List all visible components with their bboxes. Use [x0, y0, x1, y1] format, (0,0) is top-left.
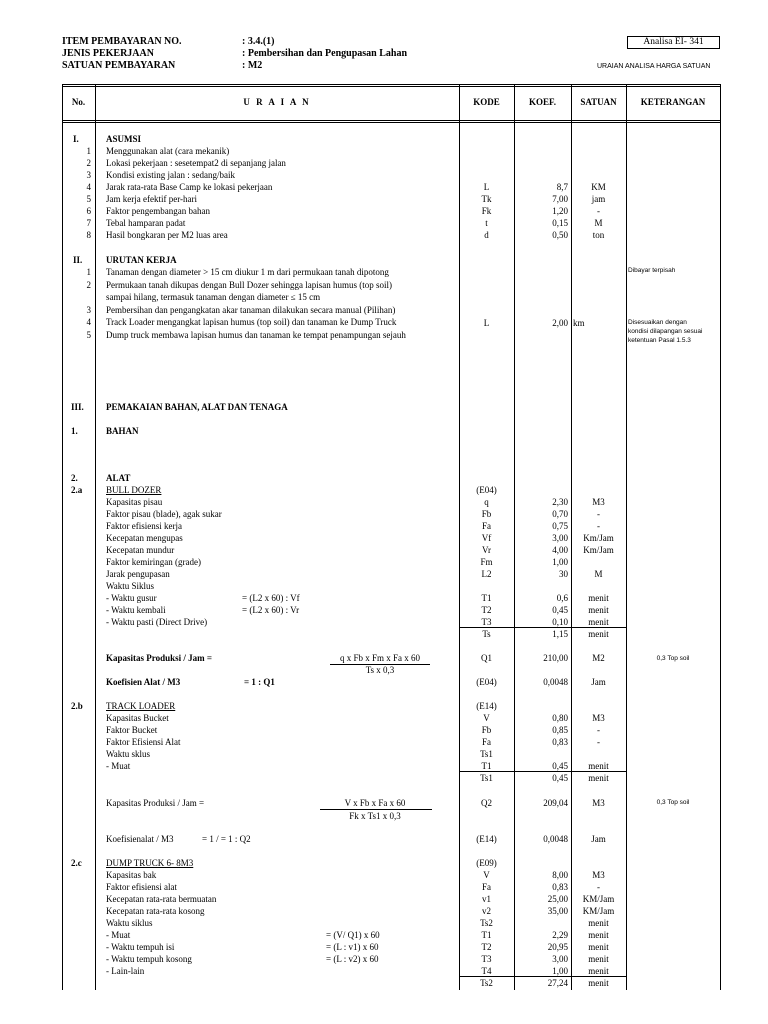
- row-description: Waktu sklus: [106, 749, 151, 759]
- row-kode: T4: [481, 966, 492, 976]
- equipment-number: 2.a: [71, 485, 83, 495]
- section-number: III.: [71, 402, 84, 412]
- row-koef: 4,00: [552, 545, 568, 555]
- equipment-number: 2.c: [71, 858, 82, 868]
- row-description: - Lain-lain: [106, 966, 145, 976]
- row-koef: 3,00: [552, 533, 568, 543]
- col-header-keterangan: KETERANGAN: [640, 97, 706, 107]
- row-kode: Fa: [482, 882, 491, 892]
- row-satuan: jam: [591, 194, 606, 204]
- row-description: Kapasitas Bucket: [106, 713, 169, 723]
- row-satuan: menit: [588, 930, 609, 940]
- row-kode: T1: [481, 930, 492, 940]
- row-description: - Waktu tempuh isi: [106, 942, 175, 952]
- row-number: 3: [86, 304, 91, 315]
- row-kode: t: [485, 218, 488, 228]
- item-label: ITEM PEMBAYARAN NO.: [62, 36, 182, 47]
- row-description: Waktu Siklus: [106, 581, 155, 591]
- production-numerator: V x Fb x Fa x 60: [344, 798, 406, 808]
- row-kode: Fm: [480, 557, 493, 567]
- row-koef: 0,75: [552, 521, 568, 531]
- row-number: 2: [86, 158, 91, 168]
- bahan-title: BAHAN: [106, 426, 139, 436]
- row-kode: T2: [481, 605, 492, 615]
- row-description: Permukaan tanah dikupas dengan Bull Dozer sehingga lapisan humus (top soil): [106, 279, 392, 290]
- bahan-number: 1.: [71, 426, 78, 436]
- total-kode: Ts1: [480, 773, 493, 783]
- coefficient-satuan: Jam: [591, 677, 606, 687]
- equipment-title: TRACK LOADER: [106, 701, 176, 711]
- row-number: 1: [86, 146, 91, 156]
- equipment-title: BULL DOZER: [106, 485, 162, 495]
- row-description: Faktor kemiringan (grade): [106, 557, 201, 567]
- row-kode: V: [483, 713, 490, 723]
- production-note: 0,3 Top soil: [656, 655, 690, 662]
- row-description: - Waktu kembali: [106, 605, 166, 615]
- row-satuan: -: [597, 206, 600, 216]
- row-description: Kecepatan rata-rata kosong: [106, 906, 205, 916]
- row-koef: 2,30: [552, 497, 568, 507]
- note-disesuaikan-1: Disesuaikan dengan: [628, 319, 687, 326]
- row-description: Pembersihan dan pengangkatan akar tanaman dilakukan secara manual (Pilihan): [106, 304, 396, 315]
- row-description: Faktor pengembangan bahan: [106, 206, 210, 216]
- row-formula: = (L : v2) x 60: [326, 954, 379, 964]
- row-satuan: -: [597, 509, 600, 519]
- production-koef: 209,04: [543, 798, 568, 808]
- row-koef: 0,70: [552, 509, 568, 519]
- row-description: Menggunakan alat (cara mekanik): [106, 146, 230, 156]
- total-satuan: menit: [588, 773, 609, 783]
- section-title: ASUMSI: [106, 134, 142, 144]
- row-satuan: menit: [588, 761, 609, 771]
- analysis-caption: URAIAN ANALISA HARGA SATUAN: [597, 63, 711, 70]
- row-description: Tanaman dengan diameter > 15 cm diukur 1 m dari permukaan tanah dipotong: [106, 267, 389, 277]
- row-koef: 3,00: [552, 954, 568, 964]
- row-satuan: -: [597, 737, 600, 747]
- satuan-label: SATUAN PEMBAYARAN: [62, 60, 176, 71]
- row-number: 7: [86, 218, 91, 228]
- row-description: Lokasi pekerjaan : sesetempat2 di sepanjang jalan: [106, 158, 286, 168]
- equipment-code: (E14): [476, 701, 497, 711]
- row-kode: Ts1: [480, 749, 493, 759]
- urutan-row4-kode: L: [483, 318, 490, 328]
- row-koef: 2,29: [552, 930, 568, 940]
- total-kode: Ts2: [480, 978, 493, 988]
- production-denominator: Fk x Ts1 x 0,3: [349, 811, 401, 821]
- production-satuan: M3: [592, 798, 605, 808]
- row-description: Dump truck membawa lapisan humus dan tanaman ke tempat penampungan sejauh: [106, 330, 406, 340]
- section-number: II.: [73, 255, 83, 265]
- analysis-code: Analisa EI- 341: [643, 37, 704, 47]
- row-satuan: menit: [588, 966, 609, 976]
- total-koef: 27,24: [547, 978, 568, 988]
- row-description: Track Loader mengangkat lapisan humus (top soil) dan tanaman ke Dump Truck: [106, 317, 397, 328]
- row-satuan: -: [597, 521, 600, 531]
- urutan-row4-koef: 2,00: [552, 318, 568, 328]
- row-kode: d: [484, 230, 489, 240]
- coefficient-value: 0,0048: [543, 677, 568, 687]
- row-koef: 30: [559, 569, 568, 579]
- coefficient-formula: = 1 : Q1: [244, 677, 275, 687]
- row-number: 5: [86, 194, 91, 204]
- production-koef: 210,00: [543, 653, 568, 663]
- row-koef: 0,85: [552, 725, 568, 735]
- row-kode: V: [483, 870, 490, 880]
- row-description: Kapasitas bak: [106, 870, 157, 880]
- row-kode: v2: [482, 906, 491, 916]
- row-satuan: menit: [588, 605, 609, 615]
- row-description: Kecepatan mundur: [106, 545, 175, 555]
- row-satuan: KM/Jam: [582, 894, 615, 904]
- row-koef: 0,50: [552, 230, 568, 240]
- row-number: 5: [86, 330, 91, 340]
- row-satuan: M3: [592, 497, 605, 507]
- equipment-number: 2.b: [71, 701, 83, 711]
- row-formula: = (L : v1) x 60: [326, 942, 379, 952]
- section-title: URUTAN KERJA: [106, 255, 177, 265]
- col-header-satuan: SATUAN: [580, 97, 617, 107]
- row-koef: 0,80: [552, 713, 568, 723]
- row-kode: Fb: [481, 509, 492, 519]
- total-koef: 1,15: [552, 629, 568, 639]
- row-satuan: ton: [592, 230, 605, 240]
- row-kode: Fk: [481, 206, 492, 216]
- production-note: 0,3 Top soil: [656, 799, 690, 806]
- row-description: Kecepatan mengupas: [106, 533, 183, 543]
- production-denominator: Ts x 0,3: [365, 665, 395, 675]
- row-koef: 7,00: [552, 194, 568, 204]
- production-numerator: q x Fb x Fm x Fa x 60: [339, 653, 420, 663]
- row-koef: 25,00: [547, 894, 568, 904]
- alat-number: 2.: [71, 473, 78, 483]
- production-label: Kapasitas Produksi / Jam =: [106, 653, 212, 663]
- row-satuan: menit: [588, 593, 609, 603]
- row-description: Jarak rata-rata Base Camp ke lokasi pekerjaan: [106, 182, 273, 192]
- col-header-koef: KOEF.: [529, 97, 556, 107]
- coefficient-kode: (E04): [476, 677, 497, 687]
- note-disesuaikan-2: kondisi dilapangan sesuai: [628, 328, 703, 335]
- row-kode: L2: [481, 569, 492, 579]
- row-koef: 1,00: [552, 557, 568, 567]
- row-kode: Fa: [482, 521, 491, 531]
- row-kode: L: [483, 182, 490, 192]
- row-number: 2: [86, 279, 91, 290]
- row-number: 1: [86, 267, 91, 277]
- row-description: Kapasitas pisau: [106, 497, 163, 507]
- note-dibayar: Dibayar terpisah: [628, 267, 676, 274]
- total-satuan: menit: [588, 629, 609, 639]
- row-kode: Vf: [481, 533, 492, 543]
- row-koef: 1,20: [552, 206, 568, 216]
- jenis-label: JENIS PEKERJAAN: [62, 48, 154, 59]
- row-kode: Fb: [481, 725, 492, 735]
- row-number: 4: [86, 182, 91, 192]
- row-koef: 0,83: [552, 737, 568, 747]
- row-satuan: KM: [591, 182, 606, 192]
- row-satuan: -: [597, 882, 600, 892]
- row-formula: = (V/ Q1) x 60: [326, 930, 380, 940]
- coefficient-formula: = 1 / = 1 : Q2: [202, 834, 251, 844]
- row-description: Faktor Bucket: [106, 725, 158, 735]
- row-description: - Waktu tempuh kosong: [106, 954, 192, 964]
- row-number: 6: [86, 206, 91, 216]
- row-description: - Waktu pasti (Direct Drive): [106, 617, 208, 627]
- row-satuan: Km/Jam: [583, 545, 614, 555]
- section-title: PEMAKAIAN BAHAN, ALAT DAN TENAGA: [106, 402, 288, 412]
- row-kode: T1: [481, 593, 492, 603]
- row-description: Faktor efisiensi alat: [106, 882, 177, 892]
- coefficient-satuan: Jam: [591, 834, 606, 844]
- satuan-value: : M2: [242, 60, 263, 71]
- row-description: Tebal hamparan padat: [106, 218, 186, 228]
- urutan-row4-satuan: km: [573, 318, 585, 328]
- row-satuan: menit: [588, 954, 609, 964]
- coefficient-kode: (E14): [476, 834, 497, 844]
- row-description: - Muat: [106, 761, 131, 771]
- row-satuan: menit: [588, 617, 609, 627]
- row-kode: T2: [481, 942, 492, 952]
- row-description: sampai hilang, termasuk tanaman dengan diameter ≤ 15 cm: [106, 292, 321, 303]
- row-description: Faktor pisau (blade), agak sukar: [106, 509, 222, 519]
- row-formula: = (L2 x 60) : Vr: [242, 605, 300, 615]
- coefficient-label: Koefisien Alat / M3: [106, 677, 181, 687]
- total-satuan: menit: [588, 978, 609, 988]
- col-header-no: No.: [71, 97, 86, 107]
- row-satuan: menit: [588, 918, 609, 928]
- section-number: I.: [73, 134, 79, 144]
- row-kode: q: [484, 497, 489, 507]
- alat-title: ALAT: [106, 473, 131, 483]
- row-number: 8: [86, 230, 91, 240]
- coefficient-label: Koefisienalat / M3: [106, 834, 174, 844]
- row-kode: T3: [481, 617, 492, 627]
- row-koef: 0,15: [552, 218, 568, 228]
- row-description: Faktor efisiensi kerja: [106, 521, 182, 531]
- row-number: 4: [86, 317, 91, 328]
- row-satuan: -: [597, 725, 600, 735]
- row-description: - Muat: [106, 930, 131, 940]
- row-kode: Tk: [481, 194, 492, 204]
- row-satuan: M3: [592, 870, 605, 880]
- equipment-code: (E09): [476, 858, 497, 868]
- row-description: Jam kerja efektif per-hari: [106, 194, 198, 204]
- row-description: Jarak pengupasan: [106, 569, 170, 579]
- col-header-kode: KODE: [473, 97, 500, 107]
- equipment-code: (E04): [476, 485, 497, 495]
- row-koef: 0,10: [552, 617, 568, 627]
- total-koef: 0,45: [552, 773, 568, 783]
- coefficient-value: 0,0048: [543, 834, 568, 844]
- production-kode: Q2: [481, 798, 492, 808]
- row-kode: v1: [482, 894, 491, 904]
- row-satuan: Km/Jam: [583, 533, 614, 543]
- item-value: : 3.4.(1): [242, 36, 275, 47]
- row-koef: 0,45: [552, 761, 568, 771]
- row-koef: 1,00: [552, 966, 568, 976]
- production-satuan: M2: [592, 653, 605, 663]
- row-koef: 0,83: [552, 882, 568, 892]
- row-koef: 8,7: [556, 182, 568, 192]
- row-koef: 8,00: [552, 870, 568, 880]
- row-koef: 35,00: [547, 906, 568, 916]
- row-koef: 0,45: [552, 605, 568, 615]
- production-label: Kapasitas Produksi / Jam =: [106, 798, 205, 808]
- row-description: Faktor Efisiensi Alat: [106, 737, 181, 747]
- row-kode: T3: [481, 954, 492, 964]
- row-koef: 20,95: [547, 942, 568, 952]
- row-satuan: M: [594, 218, 603, 228]
- row-satuan: KM/Jam: [582, 906, 615, 916]
- row-satuan: M3: [592, 713, 605, 723]
- row-koef: 0,6: [556, 593, 568, 603]
- note-disesuaikan-3: ketentuan Pasal 1.5.3: [628, 337, 691, 344]
- row-formula: = (L2 x 60) : Vf: [242, 593, 300, 603]
- row-number: 3: [86, 170, 91, 180]
- row-satuan: M: [594, 569, 603, 579]
- row-satuan: menit: [588, 942, 609, 952]
- col-header-uraian: U R A I A N: [243, 97, 311, 107]
- row-description: - Waktu gusur: [106, 593, 157, 603]
- equipment-title: DUMP TRUCK 6- 8M3: [106, 858, 194, 868]
- row-kode: T1: [481, 761, 492, 771]
- row-kode: Vr: [482, 545, 491, 555]
- total-kode: Ts: [482, 629, 491, 639]
- jenis-value: : Pembersihan dan Pengupasan Lahan: [242, 48, 408, 59]
- row-description: Hasil bongkaran per M2 luas area: [106, 230, 228, 240]
- production-kode: Q1: [481, 653, 492, 663]
- row-description: Kecepatan rata-rata bermuatan: [106, 894, 217, 904]
- row-kode: Ts2: [480, 918, 493, 928]
- row-kode: Fa: [482, 737, 491, 747]
- row-description: Kondisi existing jalan : sedang/baik: [106, 170, 235, 180]
- row-description: Waktu siklus: [106, 918, 153, 928]
